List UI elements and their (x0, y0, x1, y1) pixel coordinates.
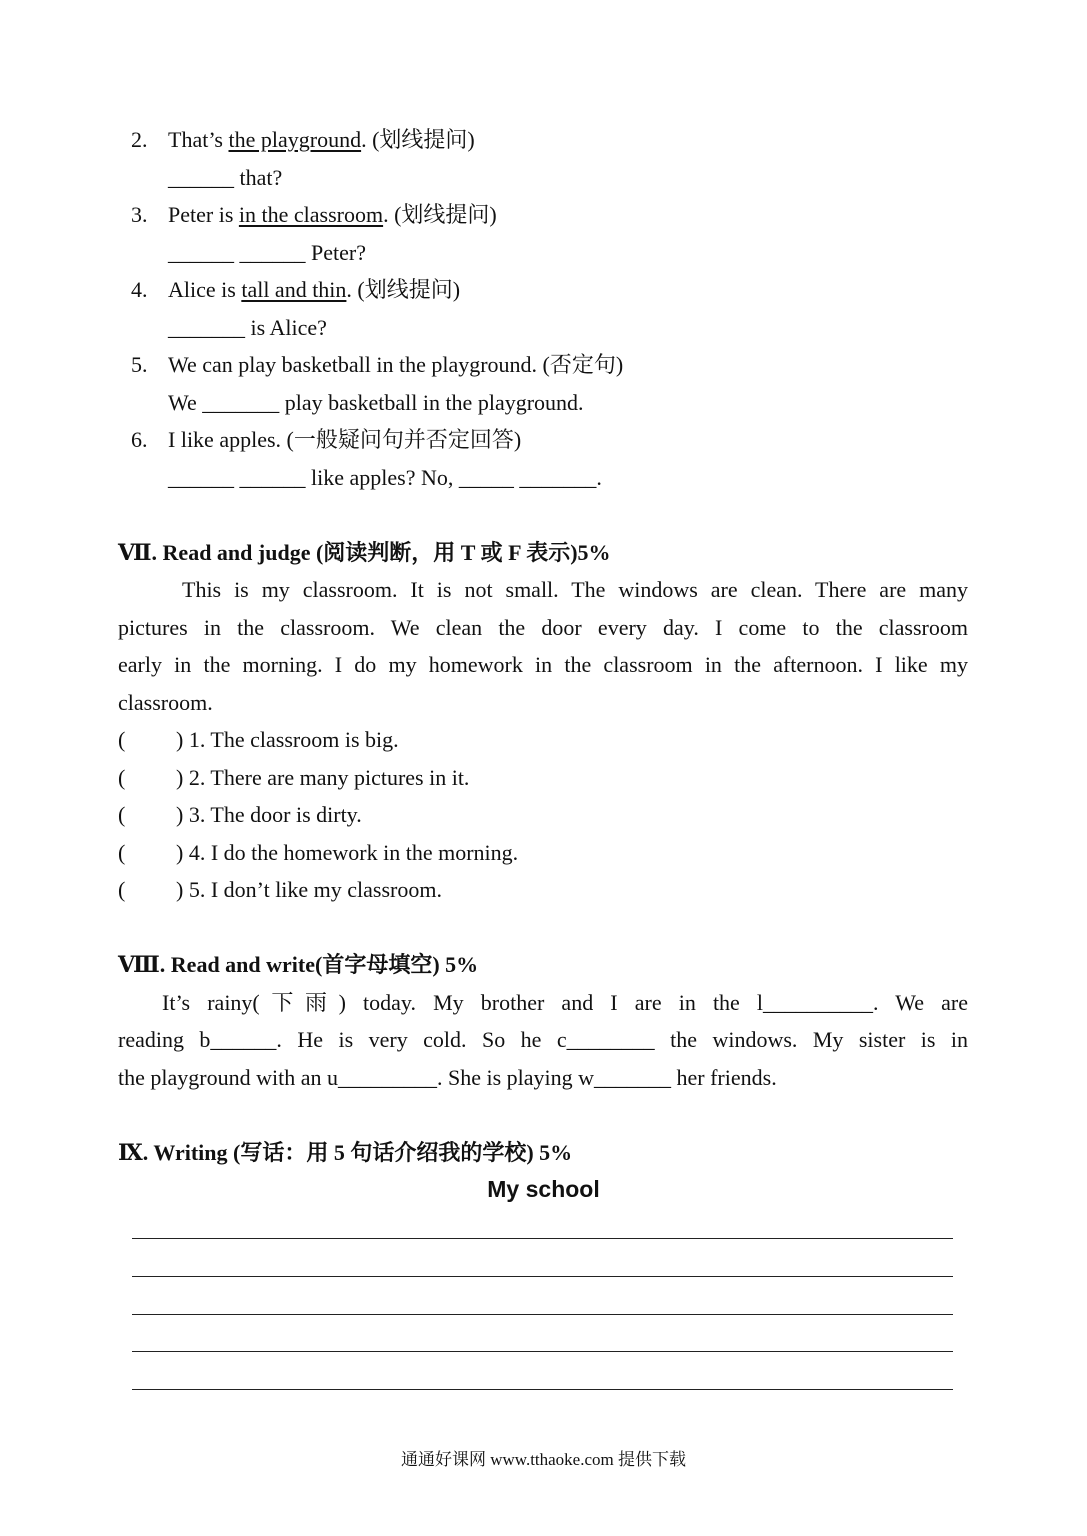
judge-5-open-paren: ( (118, 877, 126, 902)
section-8-line-3: the playground with an u_________. She is playing w_______ her friends. (118, 1065, 777, 1090)
item-5-number: 5. (131, 352, 148, 377)
item-3-underlined: in the classroom (238, 202, 384, 227)
item-5-question: We can play basketball in the playground. (否定句) (168, 352, 624, 377)
item-2-number: 2. (131, 127, 148, 152)
item-4-text: Alice is (168, 277, 242, 302)
writing-line-3[interactable] (132, 1314, 953, 1315)
item-3-instruction: . (划线提问) (383, 202, 497, 227)
item-3-number: 3. (131, 202, 148, 227)
judge-4-statement: ) 4. I do the homework in the morning. (176, 840, 519, 865)
writing-line-1[interactable] (132, 1238, 953, 1239)
footer-source: 通通好课网 www.tthaoke.com 提供下载 (400, 1450, 687, 1469)
item-3-question (168, 201, 497, 229)
judge-5-statement: ) 5. I don’t like my classroom. (176, 877, 442, 902)
section-7-heading: Ⅶ. Read and judge (阅读判断，用 T 或 F 表示)5% (118, 540, 611, 565)
judge-1-statement: ) 1. The classroom is big. (176, 727, 399, 752)
item-4-answer: _______ is Alice? (168, 315, 327, 340)
judge-3-open-paren: ( (118, 802, 126, 827)
writing-line-2[interactable] (132, 1276, 953, 1277)
item-2-answer: ______ that? (168, 165, 283, 190)
section-7-passage-line-4: classroom. (118, 690, 213, 715)
item-6-answer: ______ ______ like apples? No, _____ _______. (168, 465, 602, 490)
item-3-answer: ______ ______ Peter? (168, 240, 366, 265)
item-3-text: Peter is (168, 202, 239, 227)
item-4-underlined: tall and thin (241, 277, 347, 302)
item-4-instruction: . (划线提问) (346, 277, 461, 302)
judge-3-statement: ) 3. The door is dirty. (176, 802, 362, 827)
item-4-number: 4. (131, 277, 148, 302)
item-2-question (168, 126, 475, 154)
section-9-heading: Ⅸ. Writing (写话：用 5 句话介绍我的学校) 5% (118, 1140, 573, 1165)
section-8-line-2: reading b______. He is very cold. So he c________ the windows. My sister is in (118, 1027, 968, 1052)
item-2-instruction: . (划线提问) (361, 127, 475, 152)
judge-2-statement: ) 2. There are many pictures in it. (176, 765, 470, 790)
item-2-underlined: the playground (228, 127, 362, 152)
item-2-text: That’s (168, 127, 229, 152)
section-7-passage-line-3: early in the morning. I do my homework in the classroom in the afternoon. I like my (118, 652, 968, 677)
section-8-heading: Ⅷ. Read and write(首字母填空) 5% (118, 952, 479, 977)
section-8-line-1: It’s rainy(下雨) today. My brother and I are in the l__________. We are (162, 990, 968, 1015)
item-6-question: I like apples. (一般疑问句并否定回答) (168, 427, 522, 452)
item-4-question (168, 276, 460, 304)
judge-2-open-paren: ( (118, 765, 126, 790)
item-6-number: 6. (131, 427, 148, 452)
writing-line-5[interactable] (132, 1389, 953, 1390)
writing-title: My school (487, 1176, 600, 1202)
judge-1-open-paren: ( (118, 727, 126, 752)
writing-line-4[interactable] (132, 1351, 953, 1352)
section-7-passage-line-2: pictures in the classroom. We clean the door every day. I come to the classroom (118, 615, 968, 640)
section-7-passage-line-1: This is my classroom. It is not small. The windows are clean. There are many (182, 577, 968, 602)
judge-4-open-paren: ( (118, 840, 126, 865)
item-5-answer: We _______ play basketball in the playground. (168, 390, 584, 415)
